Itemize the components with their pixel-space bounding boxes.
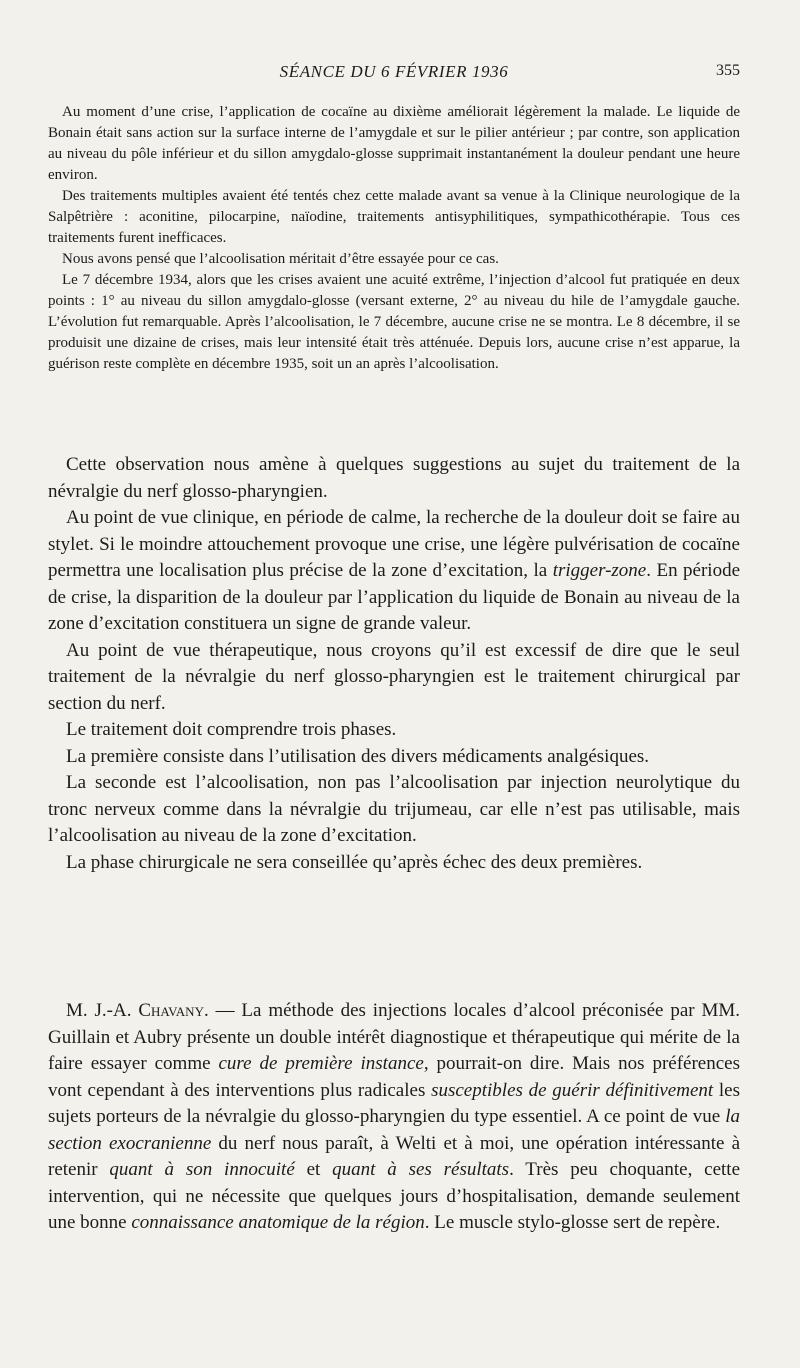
running-title: SÉANCE DU 6 FÉVRIER 1936	[279, 62, 509, 81]
case-notes	[48, 102, 740, 375]
discussion	[48, 452, 740, 876]
discussion-paragraph: La seconde est l’alcoolisation, non pas l’alcoolisation par injection neurolytique du tronc nerveux comme dans la névralgie du trijumeau, car elle n’est pas utilisable, mais l’alcoolisation au niveau de la zone d’excitation.	[48, 772, 740, 846]
italic-phrase: quant à ses résultats	[332, 1159, 510, 1180]
case-paragraph: Au moment d’une crise, l’application de cocaïne au dixième améliorait légèrement la malade. Le liquide de Bonain était sans action sur la surface interne de l’amygdale et sur le pilier antérieur ; par contre, son application au niveau du pôle inférieur et du sillon amygdalo-glosse supprimait instantanément la douleur pendant une heure environ.	[48, 104, 740, 183]
text-run: . — La méthode des injections locales d’alcool préconisée par MM. Guillain et Aubry présente un double intérêt diagnostique et thérapeutique qui mérite de la faire essayer comme	[48, 1000, 740, 1074]
discussion-paragraph: Cette observation nous amène à quelques suggestions au sujet du traitement de la névralgie du nerf glosso-pharyngien.	[48, 454, 740, 502]
text-run: du nerf nous paraît, à Welti et à moi, une opération intéressante à retenir	[48, 1132, 741, 1180]
discussion-paragraph: La première consiste dans l’utilisation des divers médicaments analgésiques.	[66, 745, 650, 767]
text-run: . Le muscle stylo-glosse sert de repère.	[424, 1212, 721, 1233]
italic-phrase: connaissance anatomique de la région	[131, 1212, 425, 1233]
case-paragraph: Le 7 décembre 1934, alors que les crises avaient une acuité extrême, l’injection d’alcool fut pratiquée en deux points : 1° au niveau du sillon amygdalo-glosse (versant externe, 2° au niveau du hile de l’amygdale gauche. L’évolution fut remarquable. Après l’alcoolisation, le 7 décembre, aucune crise ne se montra. Le 8 décembre, il se produisit une dizaine de crises, mais leur intensité était très atténuée. Depuis lors, aucune crise n’est apparue, la guérison reste complète en décembre 1935, soit un an après l’alcoolisation.	[48, 272, 740, 372]
discussion-paragraph: Le traitement doit comprendre trois phases.	[66, 719, 397, 740]
text-run: , pourrait-on dire. Mais nos préférences vont cependant à des interventions plus radicales	[48, 1053, 740, 1101]
text-run: . En période de crise, la disparition de la douleur par l’application du liquide de Bonain au niveau de la zone d’excitation constituera un signe de grande valeur.	[48, 560, 741, 634]
page-number: 355	[716, 62, 740, 79]
speaker-initials: M. J.-A.	[66, 1000, 139, 1021]
discussion-paragraph	[48, 505, 740, 638]
italic-phrase: susceptibles de guérir définitivement	[431, 1079, 714, 1101]
text-run: et	[294, 1159, 333, 1180]
running-header	[48, 62, 740, 86]
comment-paragraph	[48, 998, 740, 1237]
italic-phrase: cure de première instance	[218, 1053, 424, 1074]
speaker-name: Chavany	[138, 1000, 204, 1021]
text-run: . Très peu choquante, cette intervention, qui ne nécessite que quelques jours d’hospitalisation, demande seulement une bonne	[48, 1159, 740, 1233]
text-run: les sujets porteurs de la névralgie du glosso-pharyngien du type essentiel. A ce point de vue	[48, 1079, 740, 1127]
italic-phrase: quant à son innocuité	[109, 1159, 295, 1180]
discussion-paragraph: La phase chirurgicale ne sera conseillée qu’après échec des deux premières.	[66, 851, 643, 873]
italic-phrase: la section exocranienne	[48, 1106, 740, 1154]
italic-term: trigger-zone	[552, 560, 647, 581]
discussion-paragraph: Au point de vue thérapeutique, nous croyons qu’il est excessif de dire que le seul traitement de la névralgie du nerf glosso-pharyngien est le traitement chirurgical par section du nerf.	[48, 639, 740, 714]
chavany-comment	[48, 998, 740, 1237]
case-paragraph: Des traitements multiples avaient été tentés chez cette malade avant sa venue à la Clinique neurologique de la Salpêtrière : aconitine, pilocarpine, naïodine, traitements antisyphilitiques, sympathicothérapie. Tous ces traitements furent inefficaces.	[48, 188, 740, 246]
text-run: Au point de vue clinique, en période de calme, la recherche de la douleur doit se faire au stylet. Si le moindre attouchement provoque une crise, une légère pulvérisation de cocaïne permettra une localisation plus précise de la zone d’excitation, la	[48, 507, 740, 581]
case-paragraph: Nous avons pensé que l’alcoolisation méritait d’être essayée pour ce cas.	[62, 251, 499, 267]
